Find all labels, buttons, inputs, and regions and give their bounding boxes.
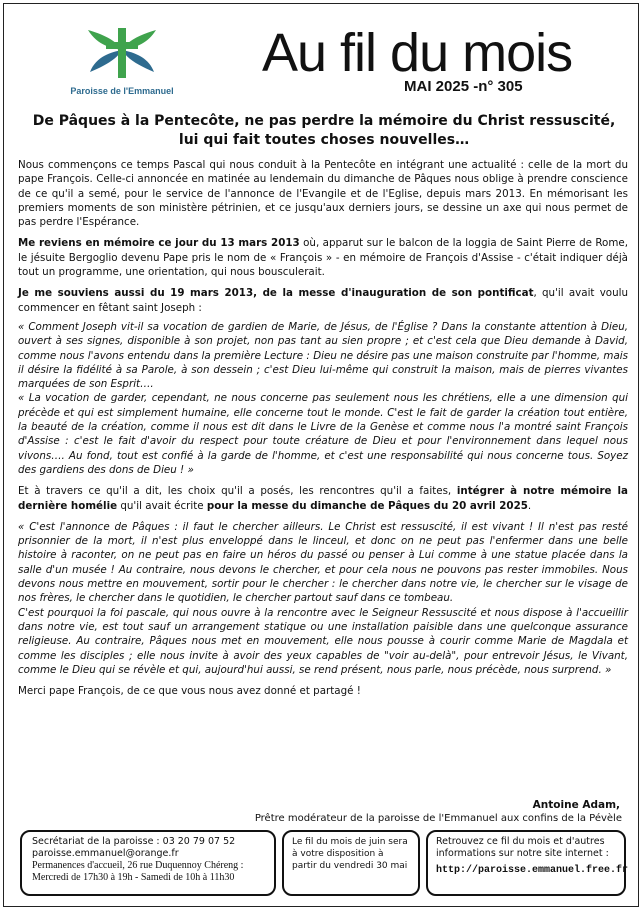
parish-logo (62, 20, 182, 106)
next-issue-notice: Le fil du mois de juin sera à votre disposition à partir du vendredi 30 mai (292, 837, 408, 871)
quote-joseph: « Comment Joseph vit-il sa vocation de gardien de Marie, de Jésus, de l'Église ? Dans la constante attention à Dieu, ouvert à ses signes, disponible à son projet, non pas tant au sien propre ; et c'est cela que Dieu demande à David, comme nous l'avons entendu dans la première Lecture : Dieu ne désire pas une maison construite par l'homme, mais il désire la fidélité à sa Parole, à son dessein ; c'est Dieu lui-même qui construit la maison, mais de pierres vivantes marquées de son Esprit…. (18, 320, 628, 391)
signature-name: Antoine Adam, (532, 799, 620, 811)
website-box (426, 830, 629, 896)
article-body (18, 158, 628, 705)
quote-easter: « C'est l'annonce de Pâques : il faut le chercher ailleurs. Le Christ est ressuscité, il est vivant ! Il n'est pas resté prisonnier de la mort, il n'est plus enveloppé dans le linceul, et donc on ne peut pas l'enfermer dans une belle histoire à raconter, on ne peut pas en faire un héros du passé ou penser à Lui comme à une statue placée dans la salle d'un musée ! Au contraire, nous devons le chercher, et pour cela nous ne pouvons pas rester immobiles. Nous devons nous mettre en mouvement, sortir pour le chercher : le chercher dans notre vie, le chercher sur le visage de nos frères, le chercher dans le quotidien, le chercher partout sauf dans ce tombeau. (18, 520, 628, 605)
memory-inauguration-text: , qu'il avait voulu commencer en fêtant saint Joseph : (18, 287, 629, 314)
paragraph-memory-election (18, 236, 628, 279)
quote-faith: C'est pourquoi la foi pascale, qui nous ouvre à la rencontre avec le Seigneur Ressuscité et nous dispose à l'accueillir dans notre vie, est tout sauf un arrangement statique ou une installation paisible dans une quelconque assurance religieuse. Au contraire, Pâques nous met en mouvement, elle nous pousse à courir comme Marie de Magdala et comme les disciples ; elle nous invite à avoir des yeux capables de "voir au-delà", pour entrevoir Jésus, le Vivant, comme le Dieu qui se révèle et qui, aujourd'hui aussi, se rend présent, nous parle, nous précède, nous surprend. » (18, 606, 628, 676)
last-homily-bold: intégrer à notre mémoire la dernière homélie (18, 485, 628, 512)
quote-creation: « La vocation de garder, cependant, ne nous concerne pas seulement nous les chrétiens, elle a une dimension qui précède et qui est simplement humaine, elle concerne tout le monde. C'est le fait de garder la création tout entière, la beauté de la création, comme il nous est dit dans le Livre de la Genèse et comme nous l'a montré saint François d'Assise : c'est le fait d'avoir du respect pour toute créature de Dieu et pour l'environnement dans lequel nous vivons…. Au fond, tout est confié à la garde de l'homme, et c'est une responsabilité qui nous concerne tous. Soyez des gardiens des dons de Dieu ! » (18, 392, 628, 476)
newsletter-title: Au fil du mois (262, 23, 573, 83)
memory-inauguration-bold: Je me souviens aussi du 19 mars 2013, de la messe d'inauguration de son pontificat (18, 287, 534, 300)
secretariat-email[interactable]: paroisse.emmanuel@orange.fr (32, 848, 179, 859)
secretariat-box (20, 830, 276, 896)
next-issue-box (282, 830, 420, 896)
last-homily-text: Et à travers ce qu'il a dit, les choix qu'il a posés, les rencontres qu'il a faites, (18, 485, 457, 498)
issue-number: MAI 2025 -n° 305 (404, 78, 523, 95)
paragraph-last-homily (18, 484, 628, 513)
easter-mass-bold: pour la messe du dimanche de Pâques du 20 avril 2025 (206, 499, 528, 512)
cross-leaf-icon (82, 20, 162, 82)
paragraph-memory-inauguration (18, 286, 628, 315)
closing-thanks: Merci pape François, de ce que vous nous avez donné et partagé ! (18, 685, 361, 698)
secretariat-phone: Secrétariat de la paroisse : 03 20 79 07 52 (32, 836, 236, 847)
website-link[interactable]: http://paroisse.emmanuel.free.fr (436, 865, 629, 876)
logo-text: Paroisse de l'Emmanuel (70, 86, 174, 96)
memory-election-text: où, apparut sur le balcon de la loggia de Saint Pierre de Rome, le jésuite Bergoglio devenu Pape pris le nom de « François » - en mémoire de François d'Assise - c'était indiquer déjà tout un programme, une orientation, qui nous bousculerait. (18, 237, 628, 279)
permanences: Permanences d'accueil, 26 rue Duquennoy Chéreng : (32, 860, 244, 871)
last-homily-mid: qu'il avait écrite (117, 499, 207, 512)
headline: De Pâques à la Pentecôte, ne pas perdre la mémoire du Christ ressuscité, lui qui fait toutes choses nouvelles… (32, 113, 616, 148)
website-intro: Retrouvez ce fil du mois et d'autres informations sur notre site internet : (436, 836, 609, 859)
paragraph-intro: Nous commençons ce temps Pascal qui nous conduit à la Pentecôte en intégrant une actualité : celle de la mort du pape François. Celle-ci annoncée en matinée au lendemain du dimanche de Pâques nous oblige à prendre conscience de ce qu'il a semé, pour le service de l'annonce de l'Evangile et de l'Eglise, depuis mars 2013. En mémorisant les premiers moments de son ministère pétrinien, et ce jusqu'aux derniers jours, se dessine un axe qui nous permet de pas perdre l'Espérance. (18, 159, 628, 229)
signature-title: Prêtre modérateur de la paroisse de l'Emmanuel aux confins de la Pévèle (254, 813, 622, 824)
last-homily-end: . (527, 499, 532, 512)
memory-election-bold: Me reviens en mémoire ce jour du 13 mars 2013 (18, 237, 300, 250)
opening-hours: Mercredi de 17h30 à 19h - Samedi de 10h à 11h30 (32, 872, 235, 883)
